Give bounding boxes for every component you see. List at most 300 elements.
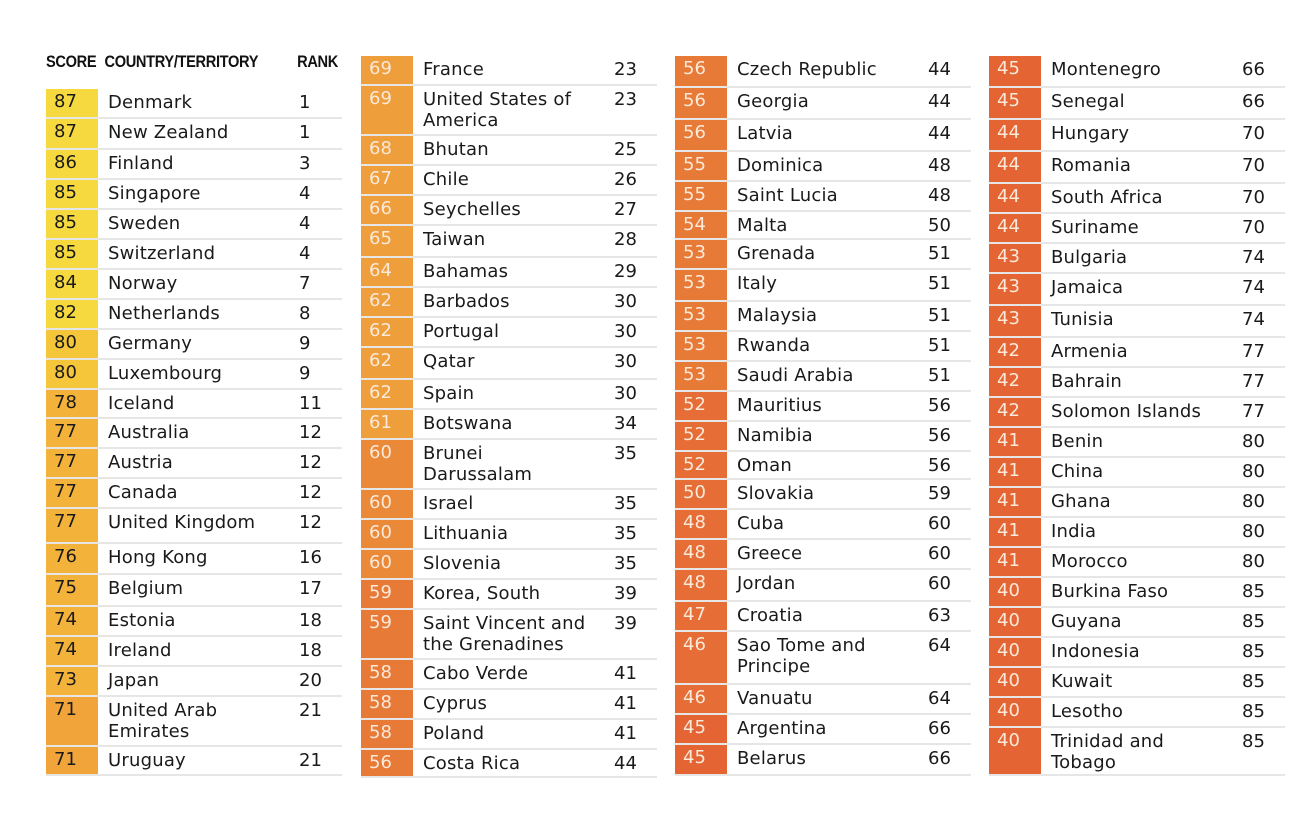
score-cell: 60 bbox=[361, 440, 413, 488]
country-cell: Cuba bbox=[737, 513, 785, 534]
rank-cell: 48 bbox=[928, 185, 951, 206]
rank-cell: 20 bbox=[299, 670, 322, 691]
rank-cell: 27 bbox=[614, 199, 637, 220]
country-cell: Solomon Islands bbox=[1051, 401, 1202, 422]
score-cell: 41 bbox=[989, 488, 1041, 516]
rank-cell: 60 bbox=[928, 573, 951, 594]
table-row bbox=[989, 338, 1285, 368]
score-cell: 40 bbox=[989, 668, 1041, 696]
table-row bbox=[675, 745, 971, 776]
country-cell: Taiwan bbox=[423, 229, 486, 250]
score-cell: 62 bbox=[361, 348, 413, 378]
rank-cell: 30 bbox=[614, 351, 637, 372]
country-cell: Bahamas bbox=[423, 261, 509, 282]
score-cell: 40 bbox=[989, 638, 1041, 666]
table-row bbox=[675, 715, 971, 745]
score-cell: 59 bbox=[361, 610, 413, 658]
table-row bbox=[361, 166, 657, 196]
score-cell: 60 bbox=[361, 490, 413, 518]
country-cell: Oman bbox=[737, 455, 792, 476]
country-cell: Georgia bbox=[737, 91, 809, 112]
country-cell: Seychelles bbox=[423, 199, 521, 220]
country-cell: Sao Tome and Principe bbox=[737, 635, 866, 677]
rank-cell: 56 bbox=[928, 395, 951, 416]
table-row bbox=[675, 540, 971, 570]
rank-cell: 51 bbox=[928, 243, 951, 264]
table-row bbox=[675, 422, 971, 452]
score-cell: 44 bbox=[989, 120, 1041, 150]
table-row bbox=[46, 637, 342, 667]
table-row bbox=[989, 88, 1285, 120]
rank-cell: 66 bbox=[1242, 91, 1265, 112]
score-cell: 76 bbox=[46, 544, 98, 573]
score-cell: 45 bbox=[675, 745, 727, 774]
country-cell: Austria bbox=[108, 452, 173, 473]
table-row bbox=[46, 667, 342, 697]
score-cell: 40 bbox=[989, 728, 1041, 774]
country-cell: Netherlands bbox=[108, 303, 220, 324]
score-cell: 42 bbox=[989, 338, 1041, 366]
score-cell: 78 bbox=[46, 390, 98, 417]
rank-cell: 51 bbox=[928, 365, 951, 386]
rank-cell: 56 bbox=[928, 425, 951, 446]
score-cell: 80 bbox=[46, 360, 98, 388]
rank-cell: 16 bbox=[299, 547, 322, 568]
rank-cell: 80 bbox=[1242, 491, 1265, 512]
table-row bbox=[675, 182, 971, 212]
score-cell: 56 bbox=[675, 120, 727, 150]
country-cell: Grenada bbox=[737, 243, 816, 264]
rank-cell: 35 bbox=[614, 523, 637, 544]
country-cell: Poland bbox=[423, 723, 485, 744]
rank-cell: 50 bbox=[928, 215, 951, 236]
table-row bbox=[361, 440, 657, 490]
score-cell: 80 bbox=[46, 330, 98, 358]
country-cell: Uruguay bbox=[108, 750, 186, 771]
country-cell: Dominica bbox=[737, 155, 824, 176]
country-cell: Latvia bbox=[737, 123, 793, 144]
score-cell: 53 bbox=[675, 240, 727, 268]
country-cell: Armenia bbox=[1051, 341, 1128, 362]
score-cell: 53 bbox=[675, 270, 727, 300]
country-cell: Montenegro bbox=[1051, 59, 1162, 80]
country-cell: Malaysia bbox=[737, 305, 818, 326]
country-cell: China bbox=[1051, 461, 1104, 482]
country-cell: Saudi Arabia bbox=[737, 365, 854, 386]
rank-cell: 66 bbox=[1242, 59, 1265, 80]
rank-cell: 56 bbox=[928, 455, 951, 476]
table-row bbox=[46, 119, 342, 150]
country-cell: Mauritius bbox=[737, 395, 823, 416]
table-row bbox=[46, 697, 342, 747]
table-row bbox=[989, 578, 1285, 608]
table-row bbox=[46, 240, 342, 270]
rank-cell: 1 bbox=[299, 92, 311, 113]
table-row bbox=[361, 580, 657, 610]
rank-cell: 74 bbox=[1242, 277, 1265, 298]
score-cell: 71 bbox=[46, 697, 98, 745]
country-cell: Costa Rica bbox=[423, 753, 521, 774]
score-cell: 71 bbox=[46, 747, 98, 774]
table-row bbox=[675, 392, 971, 422]
score-cell: 53 bbox=[675, 332, 727, 360]
rank-cell: 23 bbox=[614, 89, 637, 110]
table-row bbox=[675, 332, 971, 362]
table-row bbox=[46, 390, 342, 419]
table-row bbox=[361, 690, 657, 720]
score-cell: 41 bbox=[989, 548, 1041, 576]
rank-cell: 21 bbox=[299, 750, 322, 771]
rank-cell: 9 bbox=[299, 363, 311, 384]
country-cell: Iceland bbox=[108, 393, 175, 414]
score-cell: 46 bbox=[675, 685, 727, 713]
rank-cell: 51 bbox=[928, 273, 951, 294]
rank-cell: 39 bbox=[614, 613, 637, 634]
score-cell: 45 bbox=[675, 715, 727, 743]
rank-cell: 12 bbox=[299, 452, 322, 473]
table-row bbox=[989, 728, 1285, 776]
score-cell: 69 bbox=[361, 86, 413, 134]
country-cell: Qatar bbox=[423, 351, 475, 372]
rank-cell: 41 bbox=[614, 663, 637, 684]
score-cell: 44 bbox=[989, 184, 1041, 212]
score-cell: 62 bbox=[361, 288, 413, 316]
country-cell: Germany bbox=[108, 333, 193, 354]
country-cell: Australia bbox=[108, 422, 190, 443]
score-cell: 56 bbox=[361, 750, 413, 776]
rank-cell: 85 bbox=[1242, 701, 1265, 722]
country-cell: Chile bbox=[423, 169, 470, 190]
rank-cell: 48 bbox=[928, 155, 951, 176]
table-row bbox=[989, 638, 1285, 668]
score-cell: 82 bbox=[46, 300, 98, 328]
table-row bbox=[46, 544, 342, 575]
table-row bbox=[989, 398, 1285, 428]
table-row bbox=[361, 196, 657, 226]
rank-cell: 74 bbox=[1242, 247, 1265, 268]
country-cell: Suriname bbox=[1051, 217, 1139, 238]
rank-cell: 17 bbox=[299, 578, 322, 599]
score-cell: 42 bbox=[989, 368, 1041, 396]
country-cell: Slovenia bbox=[423, 553, 502, 574]
table-row bbox=[361, 136, 657, 166]
score-cell: 85 bbox=[46, 240, 98, 268]
table-row bbox=[361, 56, 657, 86]
table-row bbox=[989, 488, 1285, 518]
table-row bbox=[361, 490, 657, 520]
country-cell: Brunei Darussalam bbox=[423, 443, 533, 485]
country-cell: Burkina Faso bbox=[1051, 581, 1169, 602]
table-row bbox=[361, 550, 657, 580]
rank-cell: 4 bbox=[299, 183, 311, 204]
rank-cell: 85 bbox=[1242, 671, 1265, 692]
score-cell: 87 bbox=[46, 119, 98, 148]
table-row bbox=[989, 518, 1285, 548]
score-cell: 48 bbox=[675, 540, 727, 568]
country-cell: United Kingdom bbox=[108, 512, 256, 533]
rank-cell: 12 bbox=[299, 512, 322, 533]
rank-cell: 21 bbox=[299, 700, 322, 721]
table-row bbox=[675, 685, 971, 715]
country-cell: Spain bbox=[423, 383, 475, 404]
rank-cell: 30 bbox=[614, 383, 637, 404]
country-cell: Denmark bbox=[108, 92, 193, 113]
table-row bbox=[361, 86, 657, 136]
table-row bbox=[46, 419, 342, 449]
rank-cell: 35 bbox=[614, 443, 637, 464]
country-cell: Korea, South bbox=[423, 583, 541, 604]
table-row bbox=[989, 306, 1285, 338]
score-cell: 69 bbox=[361, 56, 413, 84]
rank-header: RANK bbox=[297, 52, 338, 71]
rank-cell: 85 bbox=[1242, 581, 1265, 602]
table-row bbox=[675, 270, 971, 302]
country-cell: United Arab Emirates bbox=[108, 700, 218, 742]
rank-cell: 66 bbox=[928, 718, 951, 739]
table-row bbox=[675, 452, 971, 480]
rank-cell: 70 bbox=[1242, 123, 1265, 144]
rank-cell: 51 bbox=[928, 305, 951, 326]
country-cell: Switzerland bbox=[108, 243, 216, 264]
score-cell: 60 bbox=[361, 520, 413, 548]
country-cell: Morocco bbox=[1051, 551, 1128, 572]
score-cell: 52 bbox=[675, 422, 727, 450]
table-row bbox=[989, 458, 1285, 488]
rank-cell: 4 bbox=[299, 213, 311, 234]
table-row bbox=[675, 302, 971, 332]
score-cell: 55 bbox=[675, 152, 727, 180]
table-row bbox=[675, 120, 971, 152]
score-cell: 41 bbox=[989, 518, 1041, 546]
score-cell: 77 bbox=[46, 419, 98, 447]
table-row bbox=[46, 330, 342, 360]
score-cell: 53 bbox=[675, 362, 727, 390]
table-row bbox=[675, 362, 971, 392]
country-cell: Namibia bbox=[737, 425, 813, 446]
rank-cell: 85 bbox=[1242, 611, 1265, 632]
table-row bbox=[989, 368, 1285, 398]
table-row bbox=[675, 570, 971, 602]
score-cell: 68 bbox=[361, 136, 413, 164]
rank-cell: 12 bbox=[299, 482, 322, 503]
country-cell: New Zealand bbox=[108, 122, 229, 143]
country-cell: Argentina bbox=[737, 718, 827, 739]
score-cell: 40 bbox=[989, 578, 1041, 606]
country-cell: Czech Republic bbox=[737, 59, 877, 80]
table-row bbox=[361, 380, 657, 410]
rank-cell: 30 bbox=[614, 321, 637, 342]
country-cell: South Africa bbox=[1051, 187, 1163, 208]
country-cell: United States of America bbox=[423, 89, 572, 131]
country-cell: Ireland bbox=[108, 640, 172, 661]
score-header: SCORE bbox=[46, 52, 97, 71]
table-row bbox=[675, 602, 971, 632]
table-row bbox=[46, 509, 342, 544]
country-cell: Israel bbox=[423, 493, 474, 514]
country-cell: Trinidad and Tobago bbox=[1051, 731, 1165, 773]
table-row bbox=[46, 479, 342, 509]
score-cell: 44 bbox=[989, 214, 1041, 242]
rank-cell: 70 bbox=[1242, 217, 1265, 238]
table-row bbox=[361, 720, 657, 750]
score-cell: 58 bbox=[361, 690, 413, 718]
country-cell: Saint Lucia bbox=[737, 185, 838, 206]
score-cell: 75 bbox=[46, 575, 98, 605]
country-cell: Senegal bbox=[1051, 91, 1125, 112]
rank-cell: 41 bbox=[614, 693, 637, 714]
score-cell: 43 bbox=[989, 274, 1041, 304]
country-cell: Slovakia bbox=[737, 483, 815, 504]
rank-cell: 70 bbox=[1242, 155, 1265, 176]
table-row bbox=[46, 300, 342, 330]
table-row bbox=[989, 428, 1285, 458]
rank-cell: 44 bbox=[928, 91, 951, 112]
rank-cell: 18 bbox=[299, 610, 322, 631]
country-cell: Japan bbox=[108, 670, 160, 691]
country-cell: Belarus bbox=[737, 748, 807, 769]
rank-cell: 64 bbox=[928, 688, 951, 709]
rank-cell: 41 bbox=[614, 723, 637, 744]
table-row bbox=[675, 510, 971, 540]
country-cell: Benin bbox=[1051, 431, 1104, 452]
score-cell: 77 bbox=[46, 479, 98, 507]
country-cell: Jordan bbox=[737, 573, 796, 594]
rank-cell: 30 bbox=[614, 291, 637, 312]
score-cell: 85 bbox=[46, 210, 98, 238]
score-cell: 73 bbox=[46, 667, 98, 695]
rank-cell: 3 bbox=[299, 153, 311, 174]
rank-cell: 11 bbox=[299, 393, 322, 414]
score-cell: 48 bbox=[675, 510, 727, 538]
country-cell: Lesotho bbox=[1051, 701, 1124, 722]
rank-cell: 26 bbox=[614, 169, 637, 190]
country-cell: Portugal bbox=[423, 321, 500, 342]
country-cell: Bhutan bbox=[423, 139, 489, 160]
country-cell: Malta bbox=[737, 215, 788, 236]
country-cell: Finland bbox=[108, 153, 174, 174]
table-row bbox=[46, 270, 342, 300]
table-row bbox=[361, 258, 657, 288]
score-cell: 40 bbox=[989, 698, 1041, 726]
rank-cell: 51 bbox=[928, 335, 951, 356]
country-cell: Bahrain bbox=[1051, 371, 1123, 392]
country-cell: Sweden bbox=[108, 213, 181, 234]
score-cell: 84 bbox=[46, 270, 98, 298]
rank-cell: 4 bbox=[299, 243, 311, 264]
rank-cell: 63 bbox=[928, 605, 951, 626]
country-header: COUNTRY/TERRITORY bbox=[104, 52, 259, 71]
country-cell: Estonia bbox=[108, 610, 176, 631]
country-cell: Norway bbox=[108, 273, 178, 294]
score-cell: 86 bbox=[46, 150, 98, 178]
country-cell: Indonesia bbox=[1051, 641, 1140, 662]
table-row bbox=[675, 480, 971, 510]
rank-cell: 80 bbox=[1242, 461, 1265, 482]
score-cell: 58 bbox=[361, 720, 413, 748]
table-row bbox=[46, 180, 342, 210]
table-row bbox=[989, 548, 1285, 578]
score-cell: 55 bbox=[675, 182, 727, 210]
table-row bbox=[989, 152, 1285, 184]
score-cell: 47 bbox=[675, 602, 727, 630]
score-cell: 46 bbox=[675, 632, 727, 683]
score-cell: 52 bbox=[675, 392, 727, 420]
country-cell: Vanuatu bbox=[737, 688, 813, 709]
table-row bbox=[989, 184, 1285, 214]
score-cell: 62 bbox=[361, 380, 413, 408]
score-cell: 61 bbox=[361, 410, 413, 438]
table-row bbox=[675, 240, 971, 270]
table-row bbox=[361, 318, 657, 348]
rank-cell: 29 bbox=[614, 261, 637, 282]
score-cell: 74 bbox=[46, 637, 98, 665]
score-cell: 43 bbox=[989, 244, 1041, 272]
country-cell: Botswana bbox=[423, 413, 513, 434]
rank-cell: 44 bbox=[928, 59, 951, 80]
table-row bbox=[46, 449, 342, 479]
table-row bbox=[361, 610, 657, 660]
rank-cell: 44 bbox=[928, 123, 951, 144]
country-cell: Jamaica bbox=[1051, 277, 1124, 298]
rank-cell: 12 bbox=[299, 422, 322, 443]
country-cell: Guyana bbox=[1051, 611, 1122, 632]
score-cell: 87 bbox=[46, 89, 98, 117]
score-cell: 62 bbox=[361, 318, 413, 346]
rank-cell: 34 bbox=[614, 413, 637, 434]
rank-cell: 44 bbox=[614, 753, 637, 774]
table-row bbox=[361, 410, 657, 440]
rank-cell: 60 bbox=[928, 513, 951, 534]
country-cell: Romania bbox=[1051, 155, 1132, 176]
rank-cell: 85 bbox=[1242, 731, 1265, 752]
table-row bbox=[675, 88, 971, 120]
rank-cell: 74 bbox=[1242, 309, 1265, 330]
country-cell: Belgium bbox=[108, 578, 184, 599]
score-cell: 43 bbox=[989, 306, 1041, 336]
country-cell: France bbox=[423, 59, 485, 80]
score-cell: 45 bbox=[989, 56, 1041, 86]
table-row bbox=[989, 608, 1285, 638]
country-cell: Tunisia bbox=[1051, 309, 1114, 330]
country-cell: Canada bbox=[108, 482, 178, 503]
rank-cell: 18 bbox=[299, 640, 322, 661]
score-cell: 74 bbox=[46, 607, 98, 635]
score-cell: 45 bbox=[989, 88, 1041, 118]
score-cell: 52 bbox=[675, 452, 727, 478]
country-cell: Ghana bbox=[1051, 491, 1111, 512]
score-cell: 48 bbox=[675, 570, 727, 600]
score-cell: 42 bbox=[989, 398, 1041, 426]
rank-cell: 60 bbox=[928, 543, 951, 564]
table-row bbox=[989, 698, 1285, 728]
score-cell: 44 bbox=[989, 152, 1041, 182]
score-cell: 53 bbox=[675, 302, 727, 330]
table-row bbox=[361, 750, 657, 778]
score-cell: 85 bbox=[46, 180, 98, 208]
country-cell: Barbados bbox=[423, 291, 510, 312]
rank-cell: 77 bbox=[1242, 401, 1265, 422]
table-row bbox=[361, 348, 657, 380]
rank-cell: 85 bbox=[1242, 641, 1265, 662]
table-row bbox=[675, 56, 971, 88]
rank-cell: 23 bbox=[614, 59, 637, 80]
table-row bbox=[46, 360, 342, 390]
rank-cell: 59 bbox=[928, 483, 951, 504]
rank-cell: 28 bbox=[614, 229, 637, 250]
country-cell: Lithuania bbox=[423, 523, 509, 544]
table-row bbox=[989, 274, 1285, 306]
country-cell: India bbox=[1051, 521, 1097, 542]
